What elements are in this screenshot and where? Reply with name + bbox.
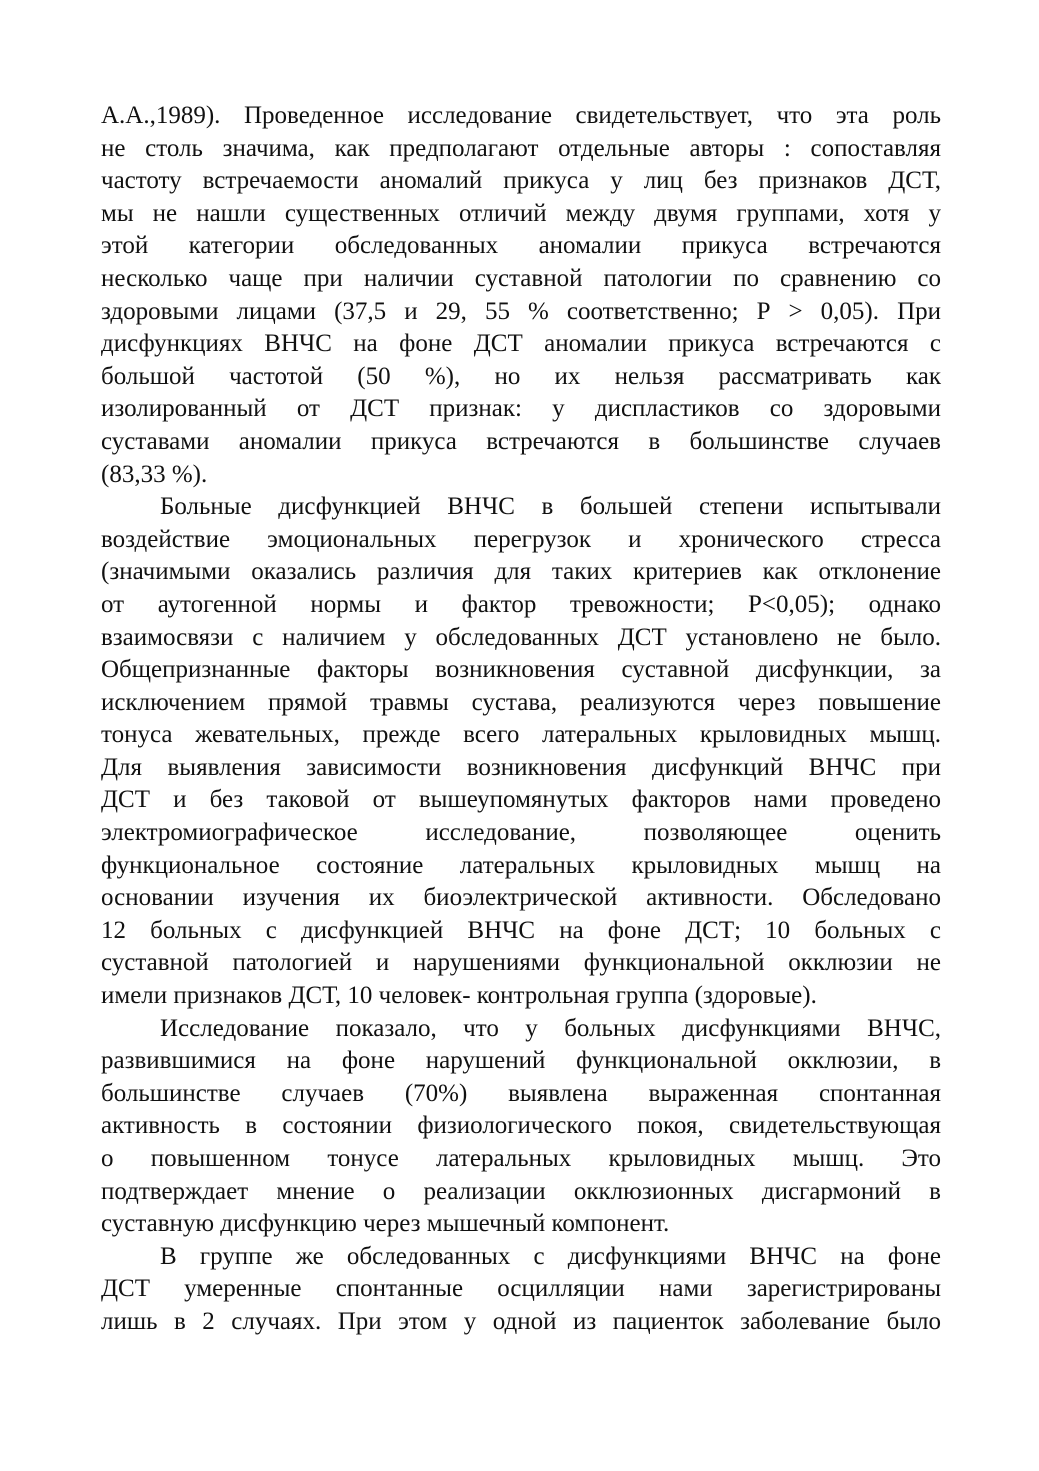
text-line: не столь значима, как предполагают отдельные авторы : сопоставляя xyxy=(101,134,941,162)
text-line: Для выявления зависимости возникновения дисфункций ВНЧС при xyxy=(101,753,941,781)
text-line: несколько чаще при наличии суставной патологии по сравнению со xyxy=(101,264,941,292)
text-line: 12 больных с дисфункцией ВНЧС на фоне ДСТ; 10 больных с xyxy=(101,916,941,944)
text-line: основании изучения их биоэлектрической активности. Обследовано xyxy=(101,884,941,912)
text-line: ДСТ умеренные спонтанные осцилляции нами зарегистрированы xyxy=(101,1275,941,1303)
paragraph-4 xyxy=(101,1241,941,1339)
text-line: (значимыми оказались различия для таких критериев как отклонение xyxy=(101,558,941,586)
text-line: активность в состоянии физиологического покоя, свидетельствующая xyxy=(101,1112,941,1140)
text-line: имели признаков ДСТ, 10 человек- контрольная группа (здоровые). xyxy=(101,982,817,1010)
text-line: суставную дисфункцию через мышечный компонент. xyxy=(101,1210,670,1238)
text-line: электромиографическое исследование, позволяющее оценить xyxy=(101,819,941,847)
text-line: А.А.,1989). Проведенное исследование свидетельствует, что эта роль xyxy=(101,102,941,129)
paragraph-1 xyxy=(101,100,941,491)
text-line: лишь в 2 случаях. При этом у одной из пациенток заболевание было xyxy=(101,1307,941,1335)
paragraph-3 xyxy=(101,1013,941,1241)
text-line: Общепризнанные факторы возникновения суставной дисфункции, за xyxy=(101,656,941,684)
text-line: большинстве случаев (70%) выявлена выраженная спонтанная xyxy=(101,1079,941,1107)
text-line: (83,33 %). xyxy=(101,460,208,488)
text-line: ДСТ и без таковой от вышеупомянутых факторов нами проведено xyxy=(101,786,941,814)
text-line: этой категории обследованных аномалии прикуса встречаются xyxy=(101,232,941,260)
text-line: Больные дисфункцией ВНЧС в большей степени испытывали xyxy=(160,493,941,521)
text-line: функциональное состояние латеральных крыловидных мышц на xyxy=(101,851,941,879)
text-line: большой частотой (50 %), но их нельзя рассматривать как xyxy=(101,362,941,390)
text-line: воздействие эмоциональных перегрузок и хронического стресса xyxy=(101,525,941,553)
text-line: суставной патологией и нарушениями функциональной окклюзии не xyxy=(101,949,941,977)
text-line: от аутогенной нормы и фактор тревожности; Р<0,05); однако xyxy=(101,590,941,618)
text-line: здоровыми лицами (37,5 и 29, 55 % соответственно; Р > 0,05). При xyxy=(101,297,941,325)
text-line: развившимися на фоне нарушений функциональной окклюзии, в xyxy=(101,1047,941,1075)
text-line: изолированный от ДСТ признак: у диспластиков со здоровыми xyxy=(101,395,941,423)
text-line: мы не нашли существенных отличий между двумя группами, хотя у xyxy=(101,199,941,227)
text-line: о повышенном тонусе латеральных крыловидных мышц. Это xyxy=(101,1145,941,1172)
text-line: частоту встречаемости аномалий прикуса у лиц без признаков ДСТ, xyxy=(101,167,941,195)
text-line: подтверждает мнение о реализации окклюзионных дисгармоний в xyxy=(101,1177,941,1205)
text-line: В группе же обследованных с дисфункциями ВНЧС на фоне xyxy=(160,1242,941,1270)
text-line: дисфункциях ВНЧС на фоне ДСТ аномалии прикуса встречаются с xyxy=(101,330,941,358)
text-line: суставами аномалии прикуса встречаются в большинстве случаев xyxy=(101,427,941,455)
text-line: исключением прямой травмы сустава, реализуются через повышение xyxy=(101,688,941,716)
paragraph-2 xyxy=(101,491,941,1013)
text-line: взаимосвязи с наличием у обследованных ДСТ установлено не было. xyxy=(101,623,941,651)
text-line: тонуса жевательных, прежде всего латеральных крыловидных мышц. xyxy=(101,721,941,749)
text-line: Исследование показало, что у больных дисфункциями ВНЧС, xyxy=(160,1014,941,1042)
document-page xyxy=(101,100,941,1339)
